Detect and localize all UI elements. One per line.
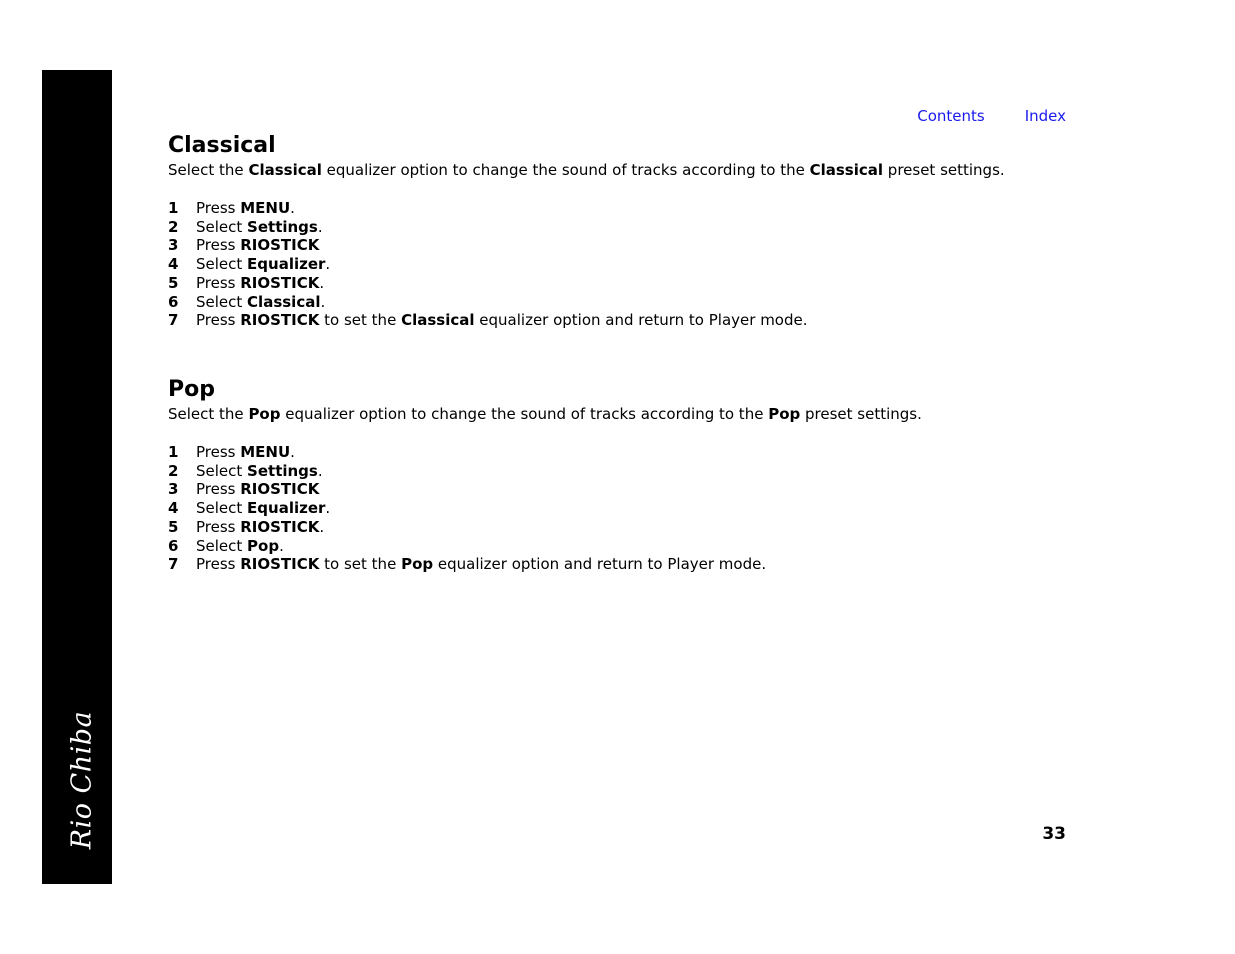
step-number: 5 (168, 517, 179, 536)
intro-text: preset settings. (800, 405, 922, 423)
intro-emphasis: Classical (248, 161, 322, 179)
step-text: Press RIOSTICK (196, 236, 320, 255)
step-item (168, 555, 1068, 574)
step-text: Select Pop. (196, 536, 284, 555)
intro-text: equalizer option to change the sound of tracks according to the (280, 405, 769, 423)
step-item (168, 311, 1068, 330)
step-number: 7 (168, 311, 179, 330)
step-text: Select Equalizer. (196, 255, 331, 274)
pop-section (168, 377, 1068, 574)
step-text: Press RIOSTICK (196, 480, 320, 499)
contents-link[interactable]: Contents (917, 107, 985, 125)
step-list (168, 443, 1068, 574)
step-text: Press MENU. (196, 199, 295, 217)
step-item (168, 255, 1068, 274)
intro-text: preset settings. (883, 161, 1005, 179)
step-list (168, 199, 1068, 330)
intro-text: equalizer option to change the sound of tracks according to the (321, 161, 810, 179)
step-item (168, 462, 1068, 481)
step-text: Press RIOSTICK. (196, 517, 325, 536)
section-title: Pop (168, 377, 215, 402)
step-item (168, 274, 1068, 293)
step-item (168, 443, 1068, 462)
intro-text: Select the (168, 161, 249, 179)
intro-emphasis: Pop (248, 405, 281, 423)
section-intro (168, 405, 1068, 424)
step-item (168, 199, 1068, 218)
step-number: 6 (168, 292, 179, 311)
classical-section (168, 133, 1068, 330)
step-text: Select Settings. (196, 217, 323, 236)
step-text: Select Equalizer. (196, 499, 331, 518)
index-link[interactable]: Index (1024, 107, 1066, 125)
step-number: 4 (168, 499, 179, 518)
step-number: 1 (168, 199, 179, 217)
step-number: 4 (168, 255, 179, 274)
step-text: Press RIOSTICK to set the Classical equalizer option and return to Player mode. (196, 311, 808, 330)
step-number: 3 (168, 236, 179, 255)
step-number: 2 (168, 217, 179, 236)
brand-logo: Rio Chiba (66, 710, 98, 850)
step-item (168, 480, 1068, 499)
step-text: Press RIOSTICK. (196, 273, 325, 292)
step-item (168, 236, 1068, 255)
step-text: Press MENU. (196, 443, 295, 461)
step-item (168, 499, 1068, 518)
step-number: 5 (168, 273, 179, 292)
step-number: 3 (168, 480, 179, 499)
step-text: Select Settings. (196, 461, 323, 480)
section-intro (168, 161, 1068, 180)
top-navigation (0, 107, 1066, 125)
step-item (168, 293, 1068, 312)
step-number: 2 (168, 461, 179, 480)
step-text: Select Classical. (196, 292, 326, 311)
intro-text: Select the (168, 405, 249, 423)
page-number: 33 (1042, 824, 1066, 844)
step-item (168, 218, 1068, 237)
step-number: 7 (168, 555, 179, 574)
intro-emphasis: Pop (768, 405, 801, 423)
step-item (168, 537, 1068, 556)
intro-emphasis: Classical (809, 161, 884, 179)
step-item (168, 518, 1068, 537)
step-number: 1 (168, 443, 179, 461)
step-number: 6 (168, 536, 179, 555)
section-title: Classical (168, 133, 276, 158)
step-text: Press RIOSTICK to set the Pop equalizer option and return to Player mode. (196, 555, 767, 574)
